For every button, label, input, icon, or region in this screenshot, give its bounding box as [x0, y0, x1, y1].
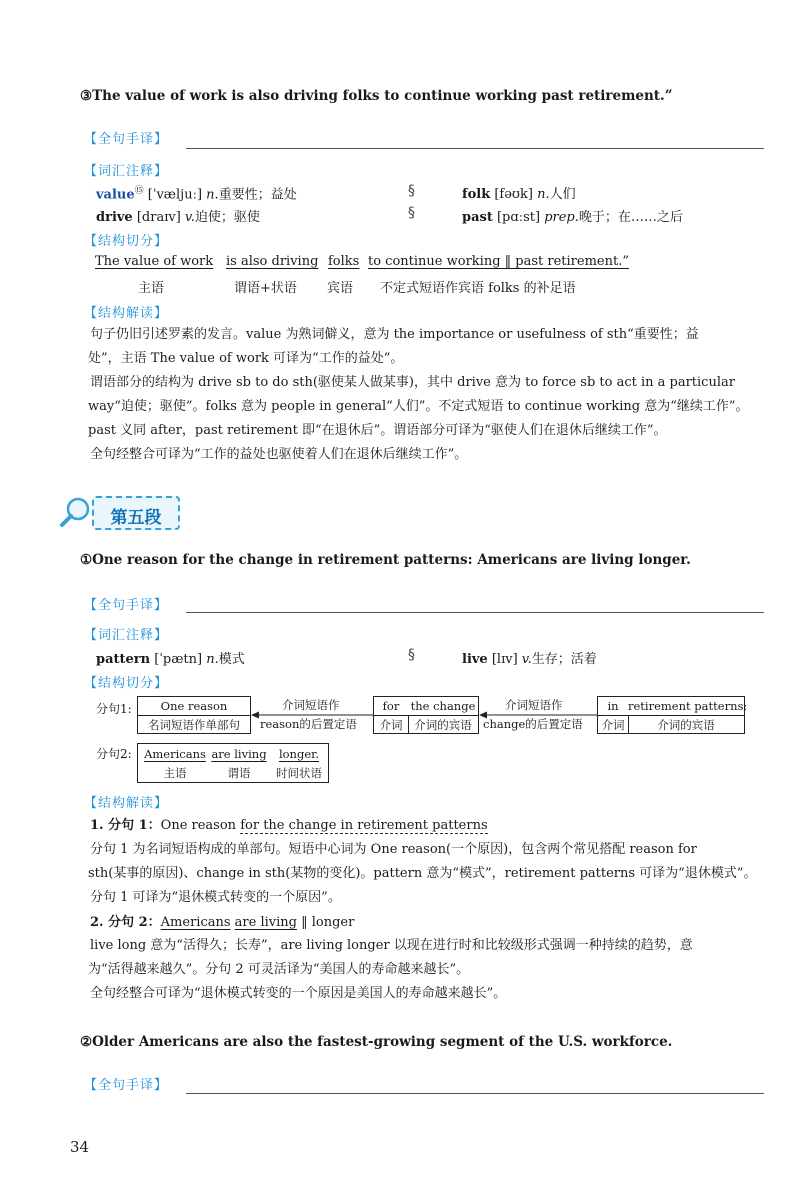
- analysis-line: sth(某事的原因)、change in sth(某物的变化)。pattern 意为“模式”，retirement patterns 可译为“退休模式”。: [88, 866, 757, 881]
- box-top-text: retirement patterns:: [628, 699, 748, 713]
- analysis-text: [90, 323, 766, 467]
- analysis-text: [90, 838, 766, 910]
- translate-line: [186, 148, 764, 149]
- analysis-subheading: [90, 814, 488, 833]
- box-top-text: the change: [410, 699, 476, 713]
- subheading-text: One reason: [160, 818, 241, 833]
- vocab-pron: [ˈvæljuː]: [147, 187, 203, 203]
- box-top-text: in: [607, 699, 619, 713]
- subheading-text: ‖ longer: [296, 915, 355, 930]
- box-bottom-text: 介词的宾语: [657, 718, 715, 732]
- structure-label: 【结构切分】: [84, 676, 169, 691]
- arrow-label: change的后置定语: [483, 717, 583, 731]
- arrow-label: 介词短语作: [505, 698, 563, 712]
- vocab-pos: prep.: [544, 210, 579, 225]
- structure-box: [597, 696, 748, 734]
- vocab-pos: n.: [206, 187, 219, 203]
- vocab-entry: [462, 206, 683, 225]
- structure-part: folks: [328, 254, 360, 269]
- box-divider: [374, 715, 478, 716]
- box-top-text: are living: [211, 747, 267, 761]
- box-bottom-text: 介词的宾语: [414, 718, 472, 732]
- vocab-meaning: 迫使；驱使: [194, 210, 260, 225]
- sentence-heading: ③The value of work is also driving folks to continue working past retirement.”: [80, 88, 673, 104]
- box-top-text: for: [382, 699, 400, 713]
- sentence-heading: ①One reason for the change in retirement patterns: Americans are living longer.: [80, 552, 691, 568]
- subheading-text: Americans: [160, 915, 231, 930]
- vocab-word: value: [96, 187, 135, 203]
- section-title-text: 第五段: [110, 508, 162, 528]
- box-bottom-text: 时间状语: [276, 766, 322, 780]
- vocab-label: 【词汇注释】: [84, 628, 169, 643]
- analysis-line: past 义同 after，past retirement 即“在退休后”。谓语部分可译为“驱使人们在退休后继续工作”。: [88, 423, 667, 438]
- vocab-pos: v.: [521, 652, 532, 667]
- vocab-pron: [pɑːst]: [496, 210, 541, 225]
- analysis-line: 分句 1 可译为“退休模式转变的一个原因”。: [90, 890, 341, 905]
- analysis-line: 为“活得越来越久”。分句 2 可灵活译为“美国人的寿命越来越长”。: [88, 962, 470, 977]
- separator-icon: §: [408, 647, 415, 663]
- structure-label: 【结构切分】: [84, 234, 169, 249]
- vocab-entry: [96, 648, 245, 667]
- clause-label: 分句1:: [96, 702, 132, 716]
- vocab-pron: [draɪv]: [136, 210, 181, 225]
- box-bottom-text: 主语: [163, 766, 187, 780]
- magnifier-icon: [58, 496, 92, 528]
- vocab-word: live: [462, 652, 488, 667]
- analysis-line: 分句 1 为名词短语构成的单部句。短语中心词为 One reason(一个原因)，包含两个常见搭配 reason for: [90, 842, 697, 857]
- subheading-number: 2. 分句 2：: [90, 915, 161, 930]
- vocab-meaning: 晚于；在……之后: [578, 210, 683, 225]
- box-top-text: longer.: [278, 747, 320, 761]
- vocab-meaning: 模式: [218, 652, 245, 667]
- box-divider: [598, 715, 744, 716]
- section-title: [92, 496, 180, 530]
- vocab-meaning: 人们: [549, 187, 576, 202]
- vocab-word: past: [462, 210, 493, 225]
- structure-part: to continue working ‖ past retirement.”: [368, 254, 629, 269]
- analysis-line: 句子仍旧引述罗素的发言。value 为熟词僻义，意为 the importance or usefulness of sth“重要性；益: [90, 327, 699, 342]
- vocab-pos: n.: [537, 187, 550, 202]
- separator-icon: §: [408, 205, 415, 221]
- structure-role: 谓语+状语: [234, 281, 297, 296]
- analysis-line: 全句经整合可译为“工作的益处也驱使着人们在退休后继续工作”。: [90, 447, 468, 462]
- structure-box: [373, 696, 479, 734]
- structure-part: The value of work: [95, 254, 214, 269]
- vocab-pos: n.: [206, 652, 219, 667]
- vocab-label: 【词汇注释】: [84, 164, 169, 179]
- vocab-entry: [96, 206, 260, 225]
- vocab-word: folk: [462, 187, 491, 202]
- structure-box: [137, 696, 251, 734]
- subheading-text: are living: [234, 915, 297, 930]
- translate-line: [186, 612, 764, 613]
- analysis-line: way“迫使；驱使”。folks 意为 people in general“人们”。不定式短语 to continue working 意为“继续工作”。: [88, 399, 749, 414]
- vocab-word: pattern: [96, 652, 151, 667]
- box-bottom-text: 名词短语作单部句: [148, 718, 240, 732]
- subheading-text: for the change in retirement patterns: [240, 818, 488, 833]
- separator-icon: §: [408, 183, 415, 199]
- vocab-pron: [lɪv]: [491, 652, 518, 667]
- subheading-number: 1. 分句 1：: [90, 818, 161, 833]
- box-bottom-text: 介词: [379, 718, 403, 732]
- vocab-entry: [462, 648, 597, 667]
- arrow-label: 介词短语作: [282, 698, 340, 712]
- analysis-label: 【结构解读】: [84, 306, 169, 321]
- analysis-text: [90, 934, 766, 1006]
- box-bottom-text: 介词: [601, 718, 625, 732]
- analysis-line: 全句经整合可译为“退休模式转变的一个原因是美国人的寿命越来越长”。: [90, 986, 507, 1001]
- structure-role: 宾语: [327, 281, 354, 296]
- analysis-subheading: [90, 911, 354, 930]
- vocab-pron: [fəʊk]: [494, 187, 533, 202]
- sentence-heading: ②Older Americans are also the fastest-growing segment of the U.S. workforce.: [80, 1034, 673, 1050]
- structure-role: 不定式短语作宾语 folks 的补足语: [380, 281, 576, 296]
- analysis-label: 【结构解读】: [84, 796, 169, 811]
- box-bottom-text: 谓语: [227, 766, 251, 780]
- frequency-mark: ⑮: [134, 186, 144, 196]
- analysis-line: 处”，主语 The value of work 可译为“工作的益处”。: [88, 351, 404, 366]
- page-number: 34: [70, 1138, 90, 1156]
- box-divider: [138, 715, 250, 716]
- translate-label: 【全句手译】: [84, 1078, 169, 1093]
- box-top-text: Americans: [144, 747, 206, 761]
- translate-line: [186, 1093, 764, 1094]
- box-top-text: One reason: [160, 699, 228, 713]
- structure-part: is also driving: [226, 254, 319, 269]
- vocab-meaning: 重要性；益处: [218, 187, 297, 203]
- vocab-pron: [ˈpætn]: [154, 652, 203, 667]
- clause-label: 分句2:: [96, 747, 132, 761]
- analysis-line: 谓语部分的结构为 drive sb to do sth(驱使某人做某事)，其中 drive 意为 to force sb to act in a particular: [90, 375, 735, 390]
- vocab-word: drive: [96, 210, 133, 225]
- arrow-label: reason的后置定语: [260, 717, 357, 731]
- vocab-entry: [96, 183, 297, 202]
- analysis-line: live long 意为“活得久；长寿”，are living longer 以现在进行时和比较级形式强调一种持续的趋势，意: [90, 938, 693, 953]
- vocab-meaning: 生存；活着: [531, 652, 597, 667]
- structure-box: [137, 743, 329, 783]
- translate-label: 【全句手译】: [84, 132, 169, 147]
- translate-label: 【全句手译】: [84, 598, 169, 613]
- vocab-pos: v.: [184, 210, 195, 225]
- structure-role: 主语: [138, 281, 165, 296]
- vocab-entry: [462, 183, 576, 202]
